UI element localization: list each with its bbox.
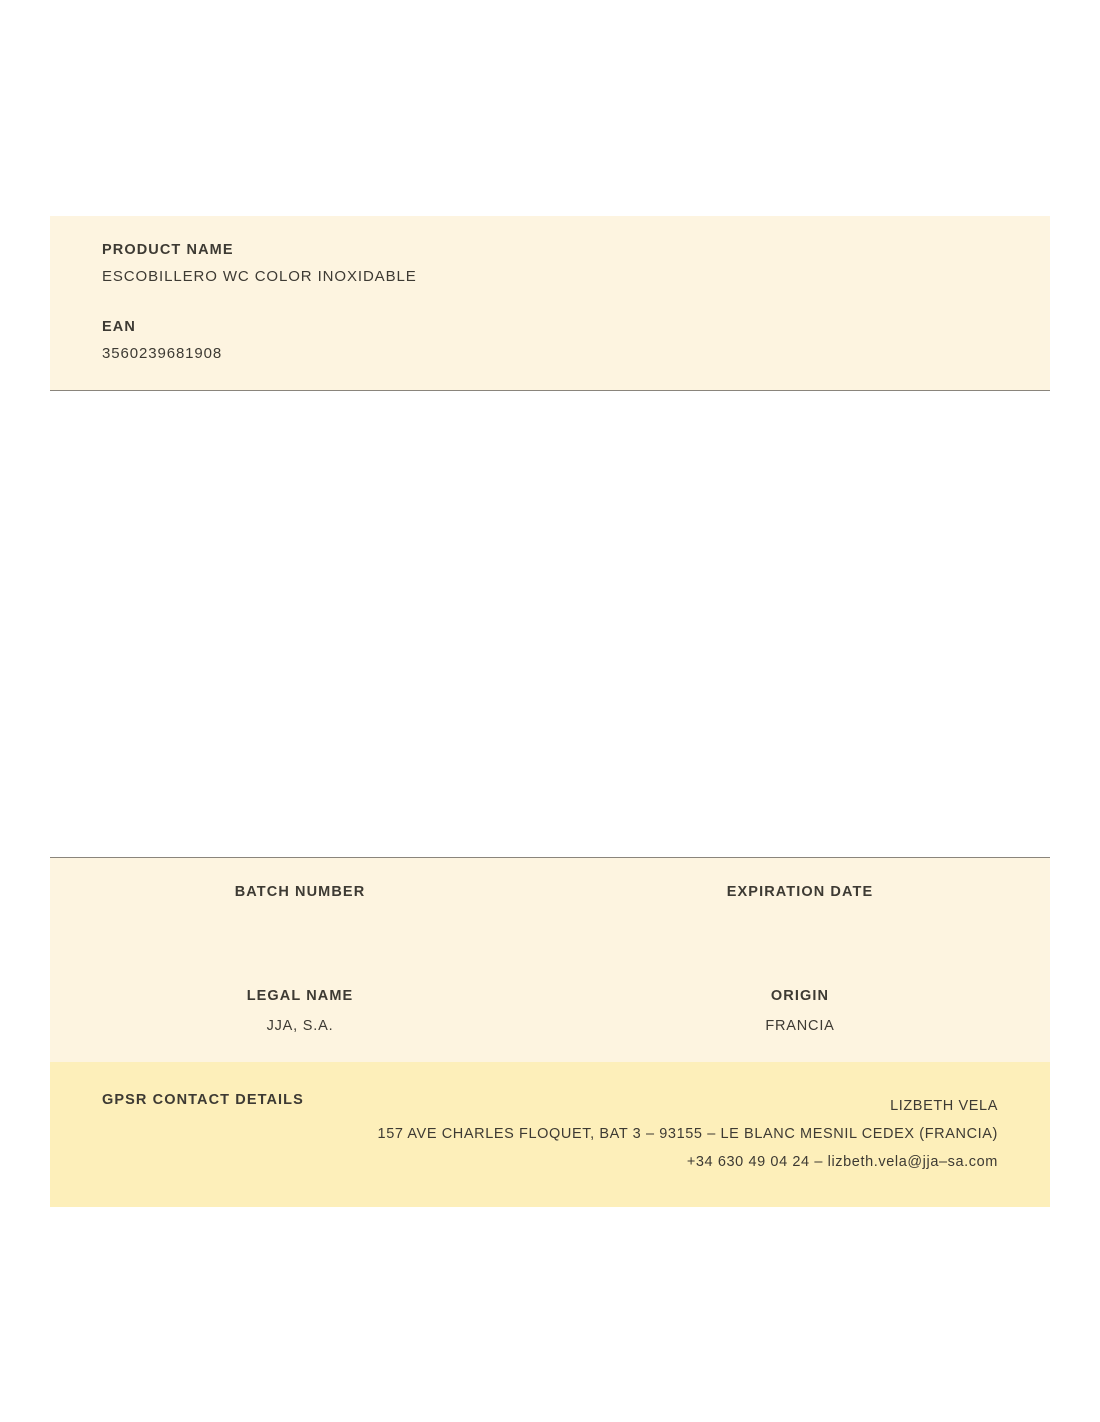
origin-label: ORIGIN — [770, 988, 830, 1004]
product-info-block — [50, 216, 1050, 391]
legal-origin-row — [50, 988, 1050, 1036]
gpsr-contact-title: GPSR CONTACT DETAILS — [102, 1092, 304, 1108]
legal-name-cell — [50, 988, 550, 1036]
product-name-value: ESCOBILLERO WC COLOR INOXIDABLE — [102, 268, 417, 285]
product-name-group — [102, 242, 998, 285]
batch-number-cell — [50, 884, 550, 932]
origin-cell — [550, 988, 1050, 1036]
expiration-date-label: EXPIRATION DATE — [726, 884, 874, 900]
legal-name-label: LEGAL NAME — [246, 988, 354, 1004]
product-details-block — [50, 857, 1050, 1063]
batch-number-label: BATCH NUMBER — [234, 884, 366, 900]
product-name-label: PRODUCT NAME — [102, 242, 234, 258]
batch-number-value — [70, 914, 530, 932]
gpsr-contact-phone-email: +34 630 49 04 24 – lizbeth.vela@jja–sa.com — [686, 1154, 998, 1170]
expiration-date-cell — [550, 884, 1050, 932]
gpsr-contact-name: LIZBETH VELA — [890, 1098, 998, 1114]
expiration-date-value — [570, 914, 1030, 932]
gpsr-contact-address: 157 AVE CHARLES FLOQUET, BAT 3 – 93155 – LE BLANC MESNIL CEDEX (FRANCIA) — [377, 1126, 998, 1142]
batch-expiration-row — [50, 884, 1050, 932]
gpsr-contact-block — [50, 1062, 1050, 1207]
origin-value: FRANCIA — [765, 1018, 835, 1034]
legal-name-value: JJA, S.A. — [266, 1018, 334, 1034]
ean-value: 3560239681908 — [102, 345, 223, 362]
ean-label: EAN — [102, 319, 136, 335]
ean-group — [102, 319, 998, 362]
